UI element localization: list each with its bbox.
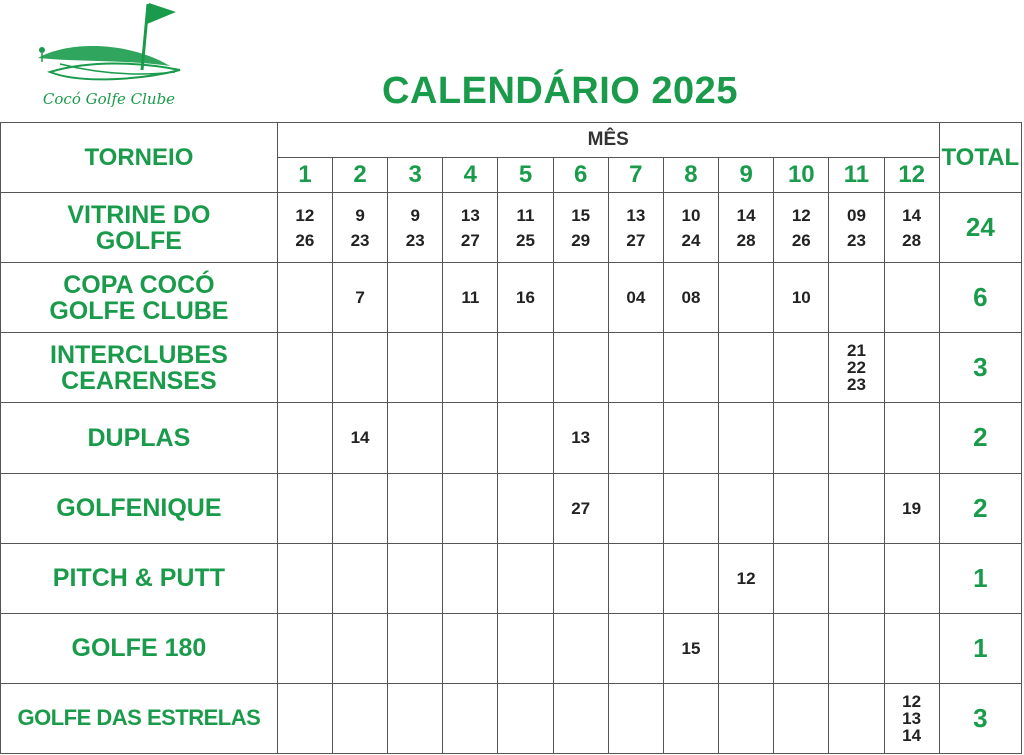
day-cell: 7 <box>332 263 387 333</box>
table-row <box>1 403 1022 473</box>
day-cell <box>443 613 498 683</box>
day-cell <box>388 543 443 613</box>
club-logo <box>30 0 190 120</box>
month-header-12: 12 <box>884 158 939 193</box>
day-cell <box>829 543 884 613</box>
day-cell <box>719 613 774 683</box>
day-cell <box>829 473 884 543</box>
table-row <box>1 333 1022 403</box>
day-cell: 12 26 <box>277 193 332 263</box>
total-cell: 1 <box>939 543 1021 613</box>
day-cell <box>388 333 443 403</box>
table-row <box>1 473 1022 543</box>
day-cell <box>608 473 663 543</box>
day-cell <box>332 683 387 753</box>
day-cell: 13 27 <box>608 193 663 263</box>
month-header-2: 2 <box>332 158 387 193</box>
table-row <box>1 193 1022 263</box>
tournament-name: DUPLAS <box>1 403 278 473</box>
day-cell <box>443 473 498 543</box>
day-cell <box>884 613 939 683</box>
day-cell <box>277 403 332 473</box>
day-cell <box>332 473 387 543</box>
day-cell <box>719 263 774 333</box>
day-cell <box>663 333 718 403</box>
tournament-rows <box>1 193 1022 754</box>
table-row <box>1 683 1022 753</box>
day-cell <box>277 683 332 753</box>
tournament-name: VITRINE DO GOLFE <box>1 193 278 263</box>
day-cell: 19 <box>884 473 939 543</box>
day-cell <box>332 613 387 683</box>
day-cell <box>774 473 829 543</box>
day-cell: 12 13 14 <box>884 683 939 753</box>
day-cell <box>388 403 443 473</box>
day-cell <box>884 543 939 613</box>
total-cell: 2 <box>939 473 1021 543</box>
day-cell <box>663 543 718 613</box>
golf-flag-icon <box>30 0 190 92</box>
mes-header: MÊS <box>277 123 939 158</box>
day-cell <box>553 333 608 403</box>
day-cell <box>498 403 553 473</box>
day-cell <box>553 543 608 613</box>
day-cell <box>774 333 829 403</box>
day-cell <box>829 613 884 683</box>
day-cell <box>608 543 663 613</box>
month-header-11: 11 <box>829 158 884 193</box>
day-cell <box>774 403 829 473</box>
day-cell: 11 <box>443 263 498 333</box>
day-cell <box>608 683 663 753</box>
day-cell <box>553 613 608 683</box>
day-cell <box>388 263 443 333</box>
month-header-5: 5 <box>498 158 553 193</box>
day-cell <box>719 683 774 753</box>
day-cell <box>774 543 829 613</box>
day-cell <box>332 333 387 403</box>
day-cell <box>884 403 939 473</box>
day-cell <box>443 683 498 753</box>
month-header-3: 3 <box>388 158 443 193</box>
day-cell: 09 23 <box>829 193 884 263</box>
day-cell <box>553 683 608 753</box>
table-row <box>1 613 1022 683</box>
logo-text: Cocó Golfe Clube <box>42 90 176 108</box>
day-cell <box>719 333 774 403</box>
table-row <box>1 543 1022 613</box>
tournament-name: COPA COCÓ GOLFE CLUBE <box>1 263 278 333</box>
day-cell <box>443 403 498 473</box>
total-cell: 3 <box>939 333 1021 403</box>
month-header-8: 8 <box>663 158 718 193</box>
day-cell: 13 <box>553 403 608 473</box>
day-cell <box>498 543 553 613</box>
month-header-7: 7 <box>608 158 663 193</box>
day-cell: 27 <box>553 473 608 543</box>
day-cell <box>829 403 884 473</box>
day-cell: 08 <box>663 263 718 333</box>
day-cell <box>388 473 443 543</box>
day-cell <box>277 613 332 683</box>
day-cell <box>277 543 332 613</box>
day-cell <box>663 473 718 543</box>
day-cell: 04 <box>608 263 663 333</box>
day-cell <box>498 613 553 683</box>
tournament-name: GOLFENIQUE <box>1 473 278 543</box>
day-cell <box>774 613 829 683</box>
day-cell <box>498 473 553 543</box>
tournament-name: PITCH & PUTT <box>1 543 278 613</box>
day-cell: 16 <box>498 263 553 333</box>
day-cell: 15 29 <box>553 193 608 263</box>
day-cell <box>277 473 332 543</box>
month-header-4: 4 <box>443 158 498 193</box>
day-cell: 10 <box>774 263 829 333</box>
day-cell <box>388 613 443 683</box>
day-cell <box>498 333 553 403</box>
day-cell: 12 26 <box>774 193 829 263</box>
day-cell <box>388 683 443 753</box>
day-cell: 9 23 <box>388 193 443 263</box>
day-cell: 11 25 <box>498 193 553 263</box>
page-title: CALENDÁRIO 2025 <box>382 70 738 112</box>
day-cell <box>608 333 663 403</box>
day-cell <box>829 683 884 753</box>
day-cell: 14 <box>332 403 387 473</box>
day-cell <box>553 263 608 333</box>
day-cell <box>719 403 774 473</box>
tournament-calendar-table <box>0 122 1022 754</box>
month-header-6: 6 <box>553 158 608 193</box>
month-header-1: 1 <box>277 158 332 193</box>
month-header-9: 9 <box>719 158 774 193</box>
total-cell: 3 <box>939 683 1021 753</box>
month-header-10: 10 <box>774 158 829 193</box>
day-cell <box>884 333 939 403</box>
total-cell: 24 <box>939 193 1021 263</box>
day-cell <box>498 683 553 753</box>
total-cell: 2 <box>939 403 1021 473</box>
tournament-name: INTERCLUBES CEARENSES <box>1 333 278 403</box>
tournament-name: GOLFE 180 <box>1 613 278 683</box>
day-cell <box>829 263 884 333</box>
total-header: TOTAL <box>939 123 1021 193</box>
day-cell <box>608 403 663 473</box>
day-cell: 10 24 <box>663 193 718 263</box>
table-row <box>1 263 1022 333</box>
total-cell: 6 <box>939 263 1021 333</box>
torneio-header: TORNEIO <box>1 123 278 193</box>
day-cell <box>608 613 663 683</box>
day-cell: 14 28 <box>884 193 939 263</box>
day-cell <box>332 543 387 613</box>
day-cell <box>663 683 718 753</box>
day-cell <box>663 403 718 473</box>
day-cell: 12 <box>719 543 774 613</box>
day-cell: 14 28 <box>719 193 774 263</box>
day-cell: 13 27 <box>443 193 498 263</box>
day-cell <box>443 333 498 403</box>
day-cell: 21 22 23 <box>829 333 884 403</box>
day-cell: 9 23 <box>332 193 387 263</box>
day-cell <box>277 263 332 333</box>
day-cell <box>277 333 332 403</box>
day-cell <box>884 263 939 333</box>
total-cell: 1 <box>939 613 1021 683</box>
day-cell <box>443 543 498 613</box>
day-cell <box>719 473 774 543</box>
day-cell <box>774 683 829 753</box>
tournament-name: GOLFE DAS ESTRELAS <box>1 683 278 753</box>
day-cell: 15 <box>663 613 718 683</box>
